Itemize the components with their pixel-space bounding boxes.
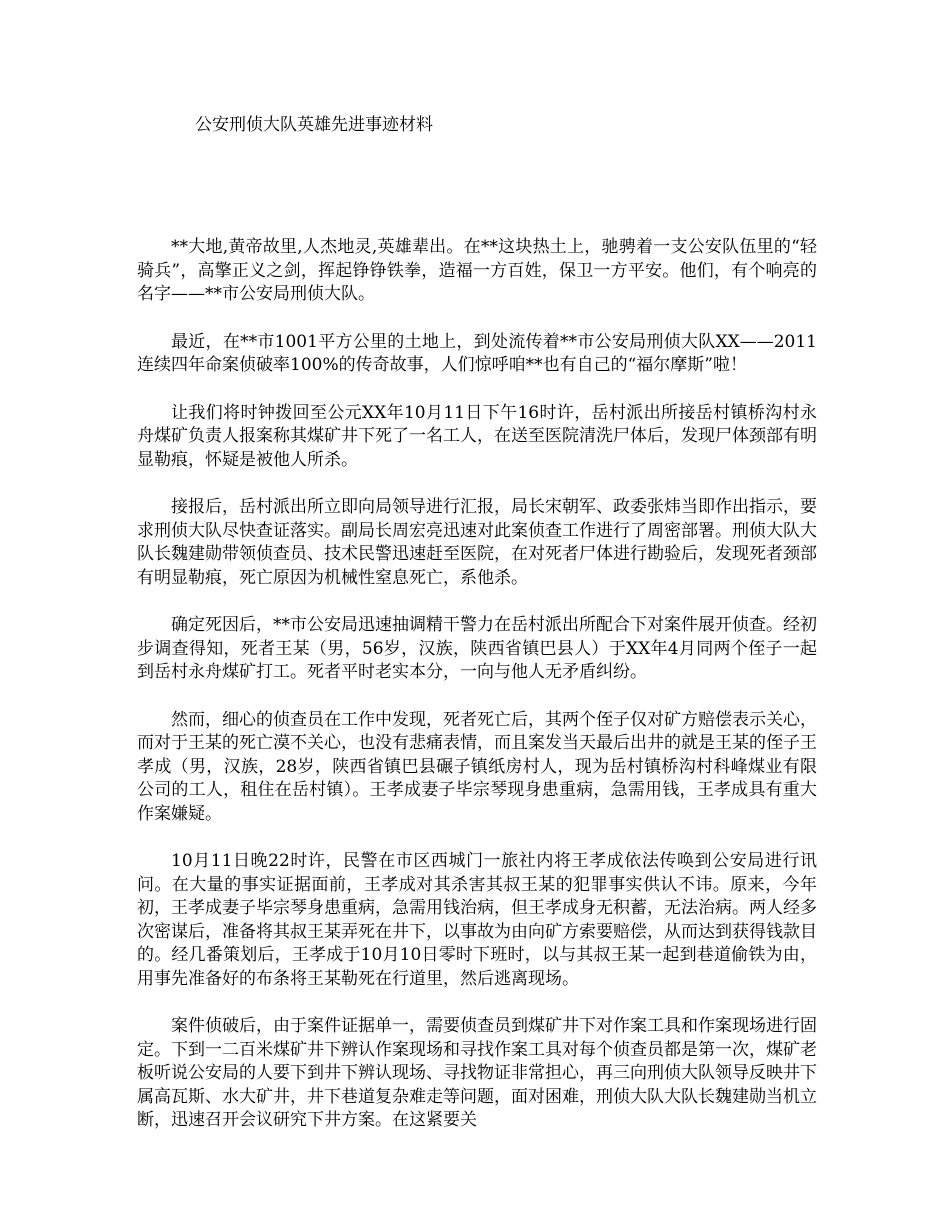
paragraph: 最近，在**市1001平方公里的土地上，到处流传着**市公安局刑侦大队XX——2011连续四年命案侦破率100%的传奇故事，人们惊呼咱**也有自己的“福尔摩斯”啦！ [137,331,817,375]
paragraph: **大地,黄帝故里,人杰地灵,英雄辈出。在**这块热土上，驰骋着一支公安队伍里的“轻骑兵”，高擎正义之剑，挥起铮铮铁拳，造福一方百姓，保卫一方平安。他们，有个响亮的名字——**市公安局刑侦大队。 [137,237,817,304]
document-title: 公安刑侦大队英雄先进事迹材料 [195,115,433,135]
paragraph: 让我们将时钟拨回至公元XX年10月11日下午16时许，岳村派出所接岳村镇桥沟村永舟煤矿负责人报案称其煤矿井下死了一名工人，在送至医院清洗尸体后，发现尸体颈部有明显勒痕，怀疑是被他人所杀。 [137,402,817,470]
paragraph: 然而，细心的侦查员在工作中发现，死者死亡后，其两个侄子仅对矿方赔偿表示关心，而对于王某的死亡漠不关心，也没有悲痛表情，而且案发当天最后出井的就是王某的侄子王孝成（男，汉族，28岁，陕西省镇巴县碾子镇纸房村人，现为岳村镇桥沟村科峰煤业有限公司的工人，租住在岳村镇）。王孝成妻子毕宗琴现身患重病，急需用钱，王孝成具有重大作案嫌疑。 [137,709,817,824]
paragraph: 确定死因后，**市公安局迅速抽调精干警力在岳村派出所配合下对案件展开侦查。经初步调查得知，死者王某（男，56岁，汉族，陕西省镇巴县人）于XX年4月同两个侄子一起到岳村永舟煤矿打工。死者平时老实本分，一向与他人无矛盾纠纷。 [137,615,817,682]
paragraph: 10月11日晚22时许，民警在市区西城门一旅社内将王孝成依法传唤到公安局进行讯问。在大量的事实证据面前，王孝成对其杀害其叔王某的犯罪事实供认不讳。原来，今年初，王孝成妻子毕宗琴身患重病，急需用钱治病，但王孝成身无积蓄，无法治病。两人经多次密谋后，准备将其叔王某弄死在井下，以事故为由向矿方索要赔偿，从而达到获得钱款目的。经几番策划后，王孝成于10月10日零时下班时，以与其叔王某一起到巷道偷铁为由，用事先准备好的布条将王某勒死在行道里，然后逃离现场。 [137,851,817,989]
paragraph: 案件侦破后，由于案件证据单一，需要侦查员到煤矿井下对作案工具和作案现场进行固定。下到一二百米煤矿井下辨认作案现场和寻找作案工具对每个侦查员都是第一次，煤矿老板听说公安局的人要下到井下辨认现场、寻找物证非常担心，再三向刑侦大队领导反映井下属高瓦斯、水大矿井，井下巷道复杂难走等问题，面对困难，刑侦大队大队长魏建勋当机立断，迅速召开会议研究下井方案。在这紧要关 [137,1016,817,1130]
document-body [137,236,817,1157]
paragraph: 接报后，岳村派出所立即向局领导进行汇报，局长宋朝军、政委张炜当即作出指示，要求刑侦大队尽快查证落实。副局长周宏亮迅速对此案侦查工作进行了周密部署。刑侦大队大队长魏建勋带领侦查员、技术民警迅速赶至医院，在对死者尸体进行勘验后，发现死者颈部有明显勒痕，死亡原因为机械性窒息死亡，系他杀。 [137,497,817,588]
